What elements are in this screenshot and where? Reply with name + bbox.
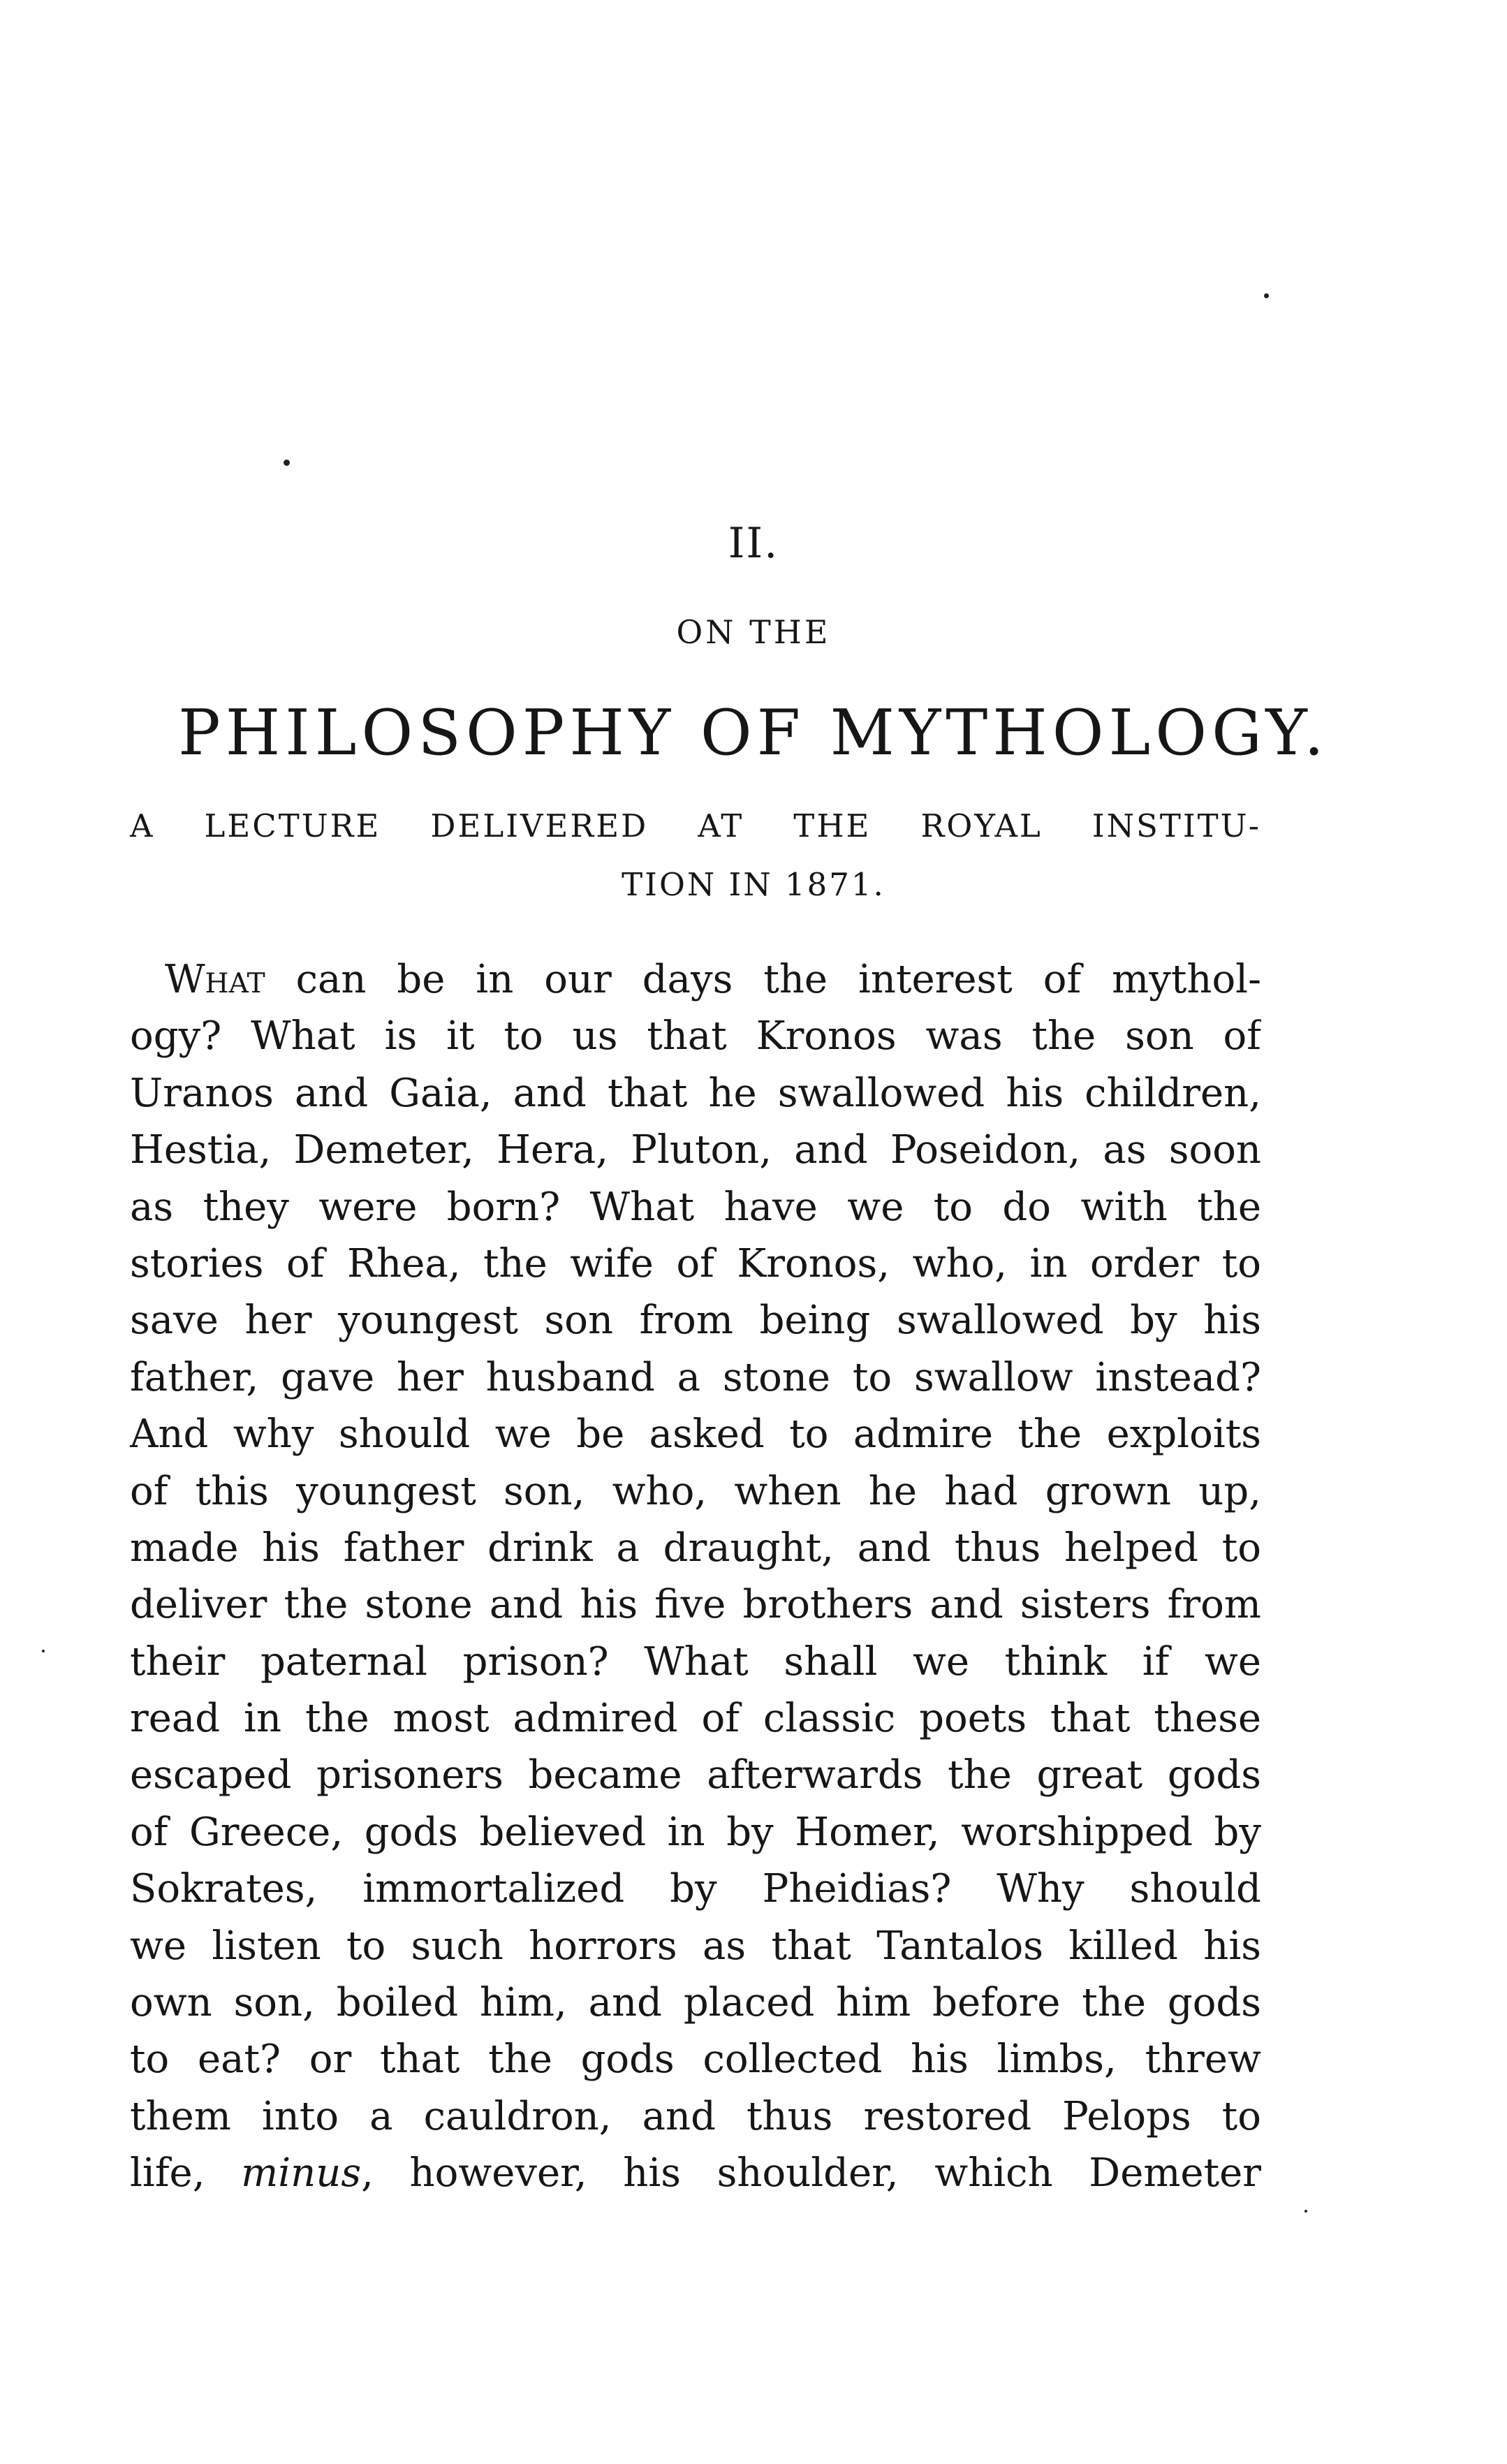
body-line-text: can be in our days the interest of mythol- bbox=[265, 957, 1261, 1002]
last-line-end: , however, his shoulder, which Demeter bbox=[361, 2150, 1261, 2197]
body-line: them into a cauldron, and thus restored Pelops to bbox=[130, 2093, 1261, 2139]
body-paragraph bbox=[130, 951, 1261, 2202]
body-line: of this youngest son, who, when he had grown up, bbox=[130, 1468, 1261, 1514]
body-line-last bbox=[130, 2145, 1261, 2201]
body-line: Uranos and Gaia, and that he swallowed his children, bbox=[130, 1070, 1261, 1116]
body-line: Sokrates, immortalized by Pheidias? Why should bbox=[130, 1866, 1261, 1912]
subtitle-line-2: TION IN 1871. bbox=[622, 866, 885, 903]
body-line: And why should we be asked to admire the exploits bbox=[130, 1411, 1261, 1458]
body-line: their paternal prison? What shall we think if we bbox=[130, 1638, 1261, 1685]
italic-word: minus bbox=[241, 2150, 362, 2197]
body-line: as they were born? What have we to do with the bbox=[130, 1184, 1261, 1230]
body-line: own son, boiled him, and placed him before the gods bbox=[130, 1980, 1261, 2026]
body-line: ogy? What is it to us that Kronos was the son of bbox=[130, 1013, 1261, 1059]
print-speck bbox=[1304, 2210, 1307, 2213]
body-line bbox=[130, 951, 1261, 1008]
first-word: What bbox=[165, 957, 265, 1002]
body-line: made his father drink a draught, and thus helped to bbox=[130, 1525, 1261, 1571]
last-line-start: life, bbox=[130, 2150, 242, 2197]
subtitle-line-1: A LECTURE DELIVERED AT THE ROYAL INSTITU- bbox=[130, 807, 1261, 844]
title-preface: ON THE bbox=[676, 613, 831, 651]
print-speck bbox=[1264, 293, 1269, 298]
body-line: Hestia, Demeter, Hera, Pluton, and Poseidon, as soon bbox=[130, 1127, 1261, 1173]
body-line: of Greece, gods believed in by Homer, worshipped by bbox=[130, 1809, 1261, 1855]
body-line: deliver the stone and his five brothers and sisters from bbox=[130, 1582, 1261, 1628]
body-line: stories of Rhea, the wife of Kronos, who, in order to bbox=[130, 1240, 1261, 1286]
body-line: read in the most admired of classic poets that these bbox=[130, 1696, 1261, 1742]
body-line: escaped prisoners became afterwards the great gods bbox=[130, 1752, 1261, 1798]
print-speck bbox=[42, 1650, 45, 1652]
body-line: save her youngest son from being swallowed by his bbox=[130, 1298, 1261, 1344]
body-line: to eat? or that the gods collected his limbs, threw bbox=[130, 2037, 1261, 2083]
body-line: we listen to such horrors as that Tantalos killed his bbox=[130, 1923, 1261, 1969]
print-speck bbox=[284, 460, 290, 466]
chapter-numeral: II. bbox=[728, 519, 779, 568]
body-line: father, gave her husband a stone to swallow instead? bbox=[130, 1354, 1261, 1400]
chapter-title: PHILOSOPHY OF MYTHOLOGY. bbox=[178, 696, 1329, 770]
